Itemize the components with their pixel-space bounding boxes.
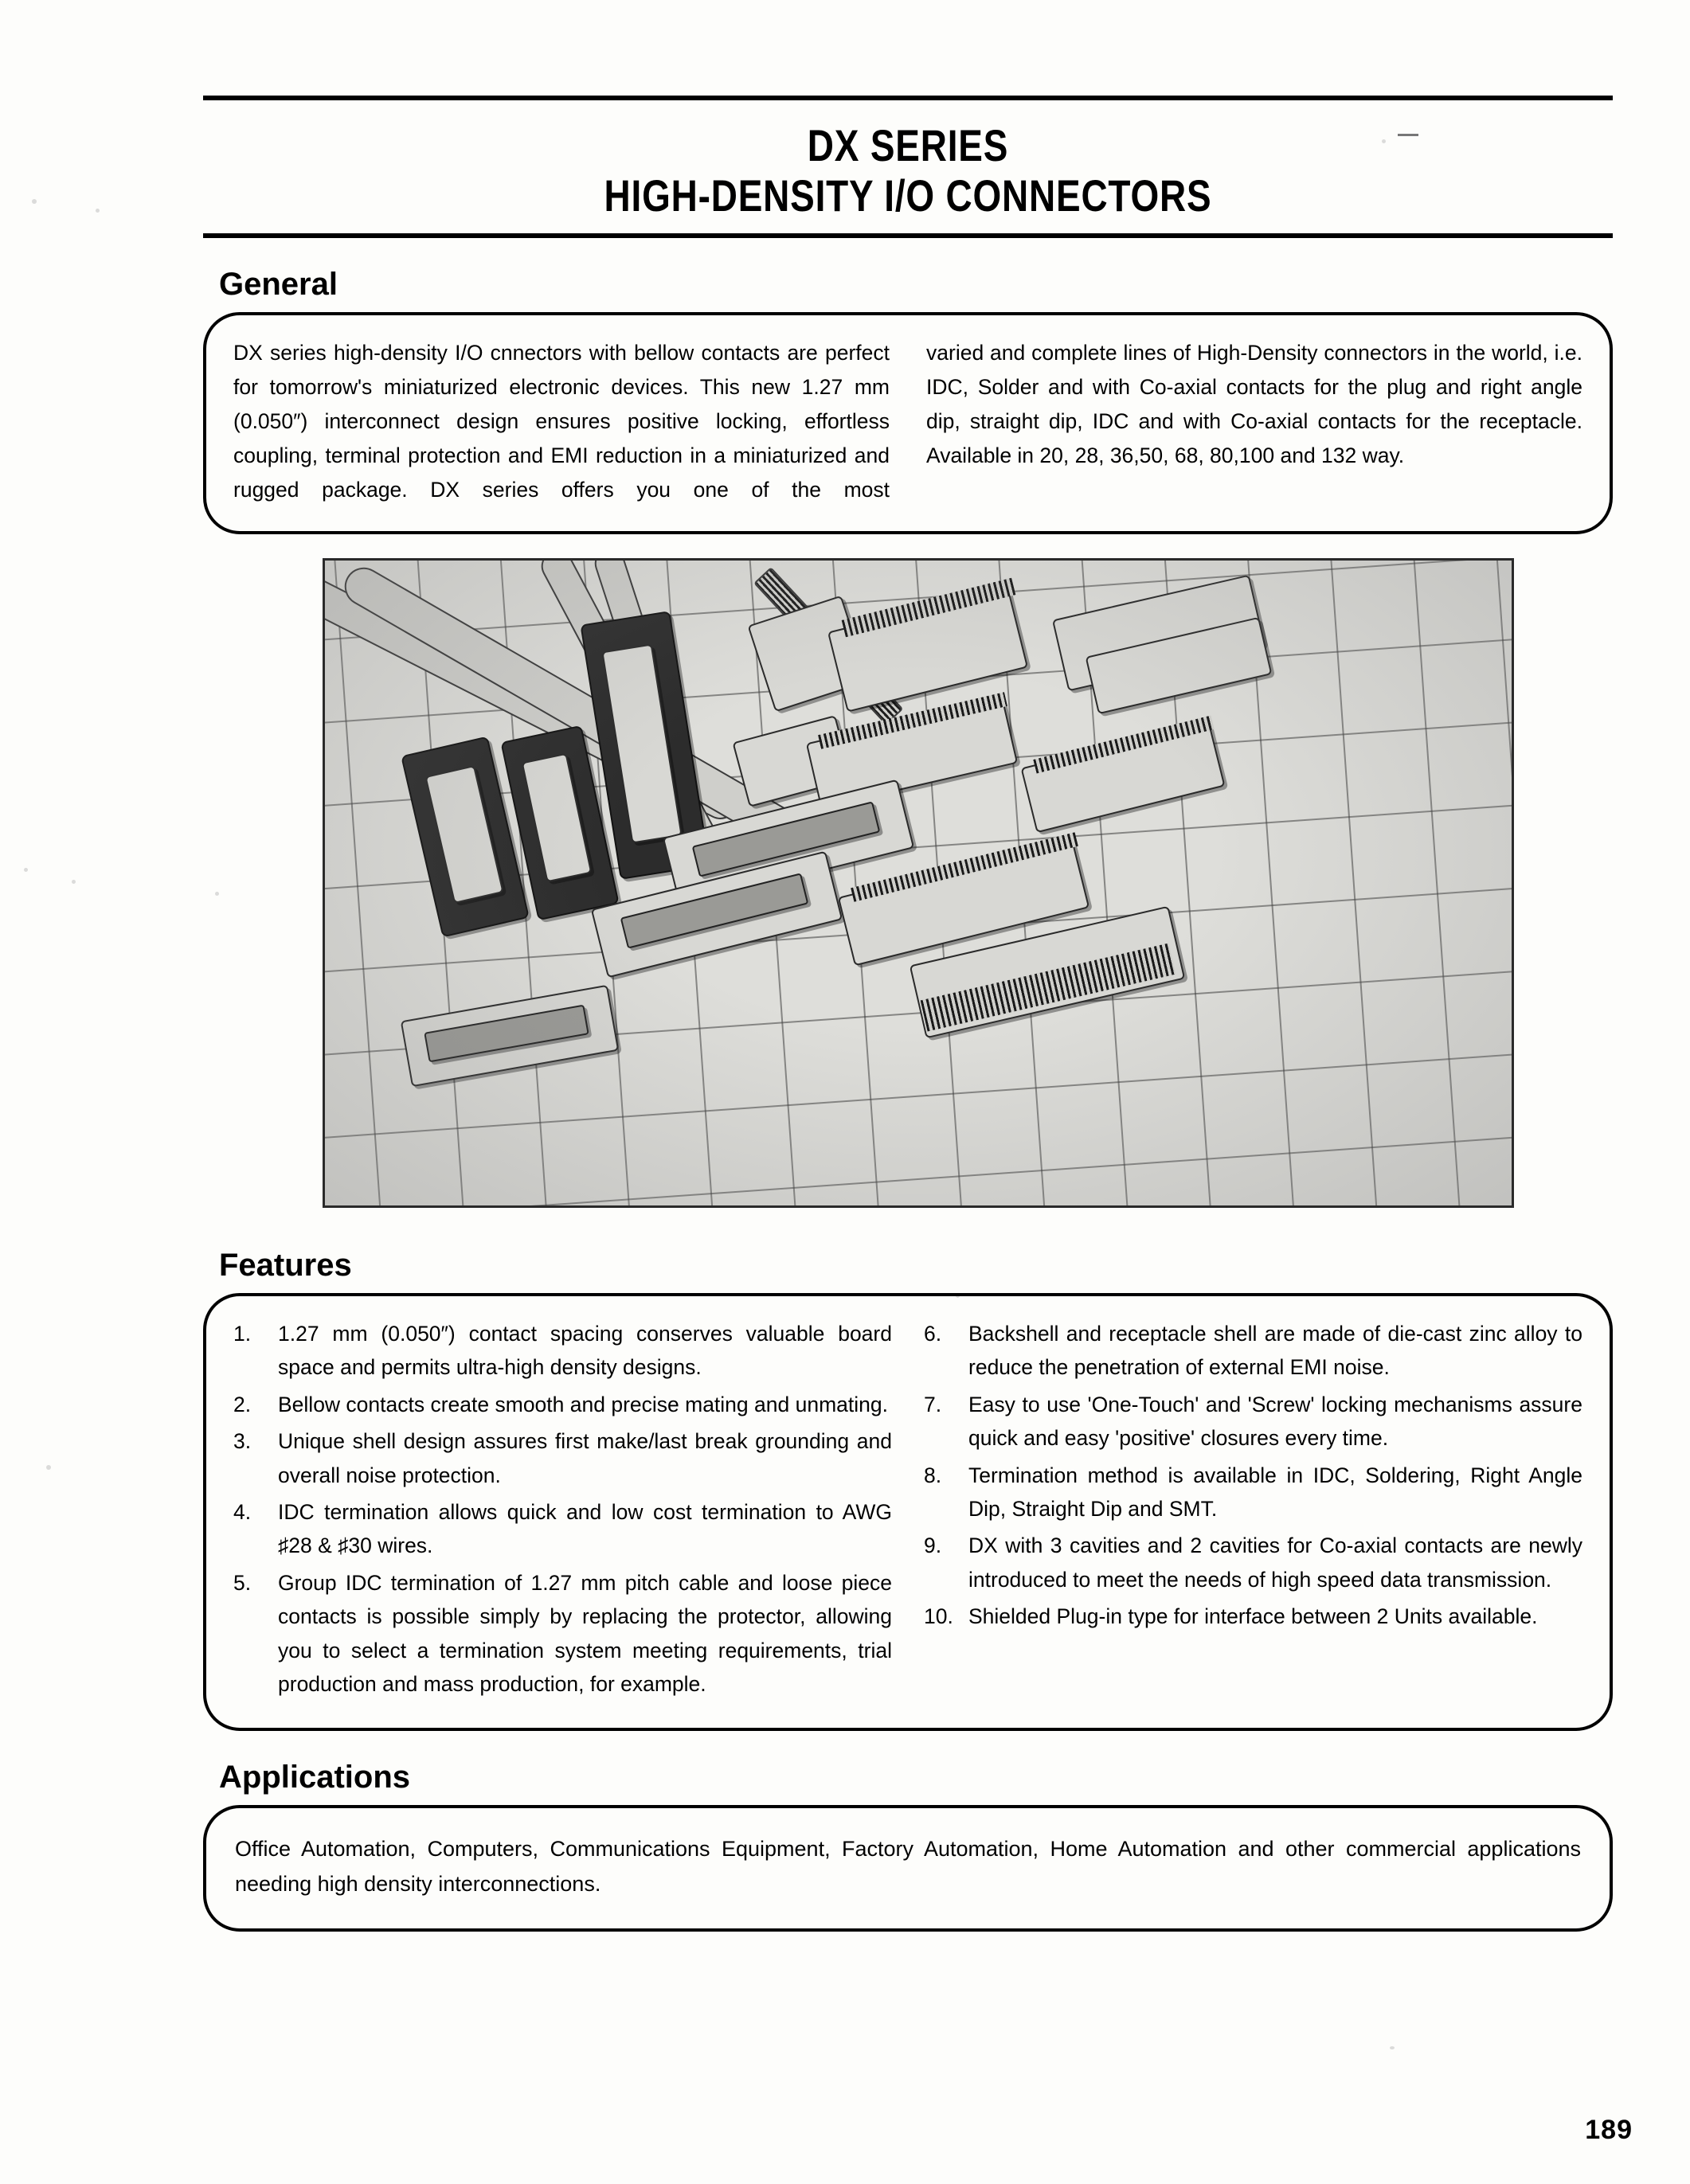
feature-number: 1. <box>233 1322 252 1346</box>
page-title <box>203 118 1613 225</box>
general-heading: General <box>219 267 338 303</box>
feature-item <box>233 1388 892 1421</box>
feature-text: Group IDC termination of 1.27 mm pitch cable and loose piece contacts is possible simply by replacing the protector, allowing you to select a termination system meeting requirements, trial production and mass production, for example. <box>278 1570 892 1696</box>
scan-artifact <box>24 868 28 872</box>
features-box <box>203 1293 1613 1731</box>
feature-number: 3. <box>233 1429 252 1454</box>
header-rule-top <box>203 96 1613 100</box>
title-line-1: DX SERIES <box>807 120 1009 170</box>
features-column-right <box>924 1317 1582 1704</box>
feature-text: IDC termination allows quick and low cost termination to AWG ♯28 & ♯30 wires. <box>278 1500 892 1558</box>
feature-number: 10. <box>924 1604 953 1629</box>
feature-text: 1.27 mm (0.050″) contact spacing conserves valuable board space and permits ultra-high density designs. <box>278 1322 892 1380</box>
applications-heading: Applications <box>219 1760 411 1795</box>
feature-text: Termination method is available in IDC, Soldering, Right Angle Dip, Straight Dip and SMT. <box>968 1463 1582 1521</box>
scan-artifact <box>96 209 100 213</box>
applications-box <box>203 1805 1613 1931</box>
title-line-2: HIGH-DENSITY I/O CONNECTORS <box>604 170 1212 221</box>
feature-text: DX with 3 cavities and 2 cavities for Co-axial contacts are newly introduced to meet the needs of high speed data transmission. <box>968 1533 1582 1592</box>
feature-text: Shielded Plug-in type for interface between 2 Units available. <box>968 1604 1538 1629</box>
feature-item <box>233 1495 892 1563</box>
product-photo <box>291 558 1525 1219</box>
general-right-paragraph: varied and complete lines of High-Density connectors in the world, i.e. IDC, Solder and with Co-axial contacts for the plug and right angle dip, straight dip, IDC and with Co-axial contacts for the receptacle. Available in 20, 28, 36,50, 68, 80,100 and 132 way. <box>926 341 1582 468</box>
scan-artifact <box>1390 2046 1395 2049</box>
general-box <box>203 312 1613 534</box>
feature-number: 4. <box>233 1500 252 1524</box>
photo-vignette <box>325 561 1512 1205</box>
general-left-paragraph: DX series high-density I/O cnnectors with bellow contacts are perfect for tomorrow's miniaturized electronic devices. This new 1.27 mm (0.050″) interconnect design ensures positive locking, effortless coupling, terminal protection and EMI reduction in a miniaturized and rugged package. DX series offers you one of the most <box>233 341 890 502</box>
document-content <box>203 96 1613 1932</box>
feature-text: Unique shell design assures first make/last break grounding and overall noise protection. <box>278 1429 892 1487</box>
feature-item <box>924 1388 1582 1455</box>
feature-item <box>233 1566 892 1701</box>
scan-artifact <box>32 199 37 204</box>
feature-text: Backshell and receptacle shell are made of die-cast zinc alloy to reduce the penetration of external EMI noise. <box>968 1322 1582 1380</box>
feature-item <box>924 1317 1582 1385</box>
scan-artifact <box>72 880 76 884</box>
feature-item <box>233 1317 892 1385</box>
page-number: 189 <box>1585 2115 1633 2145</box>
product-photo-frame <box>323 558 1514 1208</box>
applications-text: Office Automation, Computers, Communications Equipment, Factory Automation, Home Automation and other commercial applications needing high density interconnections. <box>235 1837 1581 1896</box>
feature-number: 2. <box>233 1392 252 1416</box>
feature-item <box>924 1600 1582 1633</box>
feature-number: 5. <box>233 1570 252 1595</box>
feature-number: 9. <box>924 1533 942 1558</box>
features-heading: Features <box>219 1248 352 1283</box>
header-rule-bottom <box>203 233 1613 238</box>
feature-text: Easy to use 'One-Touch' and 'Screw' locking mechanisms assure quick and easy 'positive' closures every time. <box>968 1392 1582 1451</box>
feature-item <box>233 1424 892 1492</box>
feature-number: 6. <box>924 1322 942 1346</box>
feature-text: Bellow contacts create smooth and precise mating and unmating. <box>278 1392 888 1416</box>
scan-artifact <box>46 1465 51 1470</box>
feature-item <box>924 1529 1582 1596</box>
feature-number: 7. <box>924 1392 942 1416</box>
feature-item <box>924 1459 1582 1526</box>
feature-number: 8. <box>924 1463 942 1487</box>
features-column-left <box>233 1317 892 1704</box>
